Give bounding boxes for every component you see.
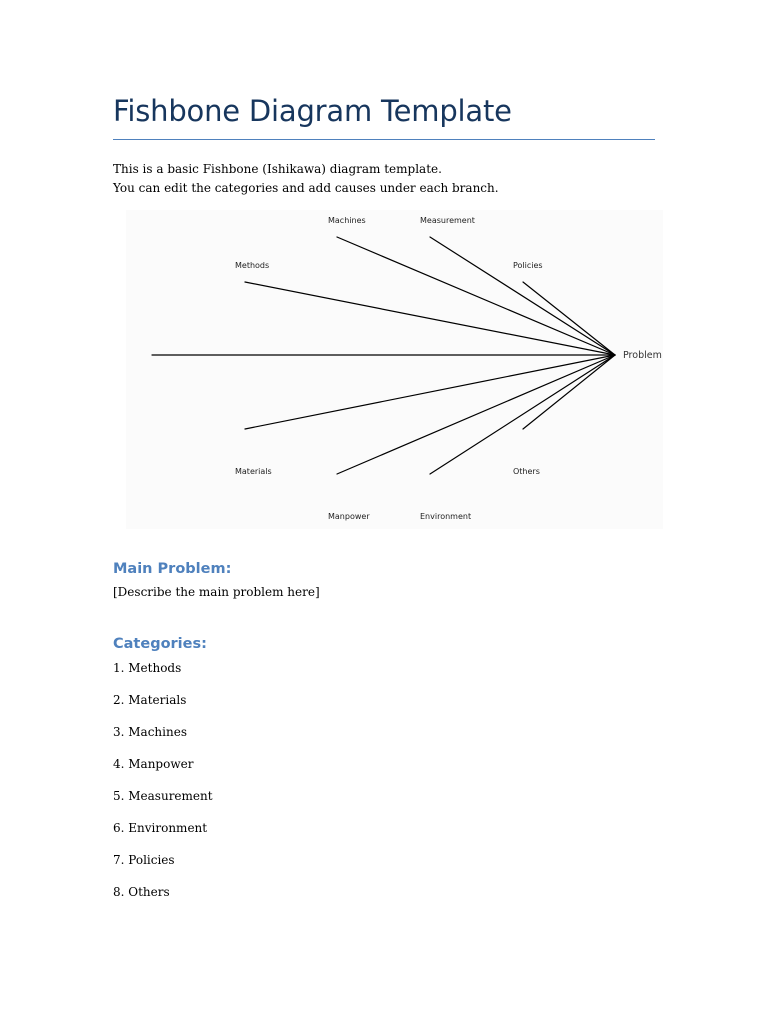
main-problem-heading: Main Problem: [113,561,232,577]
bone-manpower [337,355,615,474]
intro-line-1: This is a basic Fishbone (Ishikawa) diagram template. [113,162,442,176]
label-machines: Machines [328,216,366,225]
label-materials: Materials [235,467,272,476]
bone-policies [523,282,615,355]
bone-materials [245,355,615,429]
category-item: 6. Environment [113,821,208,835]
intro-text [113,160,499,198]
bone-environment [430,355,615,474]
label-manpower: Manpower [328,512,370,521]
category-item: 1. Methods [113,661,182,675]
label-methods: Methods [235,261,270,270]
label-policies: Policies [513,261,543,270]
category-item: 7. Policies [113,853,175,867]
intro-line-2: You can edit the categories and add causes under each branch. [113,181,499,195]
category-item: 8. Others [113,885,170,899]
main-problem-text: [Describe the main problem here] [113,585,320,599]
fishbone-svg [126,210,663,529]
categories-heading: Categories: [113,636,207,652]
label-environment: Environment [420,512,472,521]
category-list [113,660,213,916]
bone-others [523,355,615,429]
label-others: Others [513,467,540,476]
category-item: 5. Measurement [113,789,213,803]
bone-machines [337,237,615,355]
page-title: Fishbone Diagram Template [113,94,512,128]
title-underline [113,139,655,140]
label-measurement: Measurement [420,216,475,225]
label-problem: Problem [623,350,662,361]
category-item: 3. Machines [113,725,187,739]
fishbone-diagram [126,210,663,529]
category-item: 2. Materials [113,693,187,707]
category-item: 4. Manpower [113,757,194,771]
bone-methods [245,282,615,355]
